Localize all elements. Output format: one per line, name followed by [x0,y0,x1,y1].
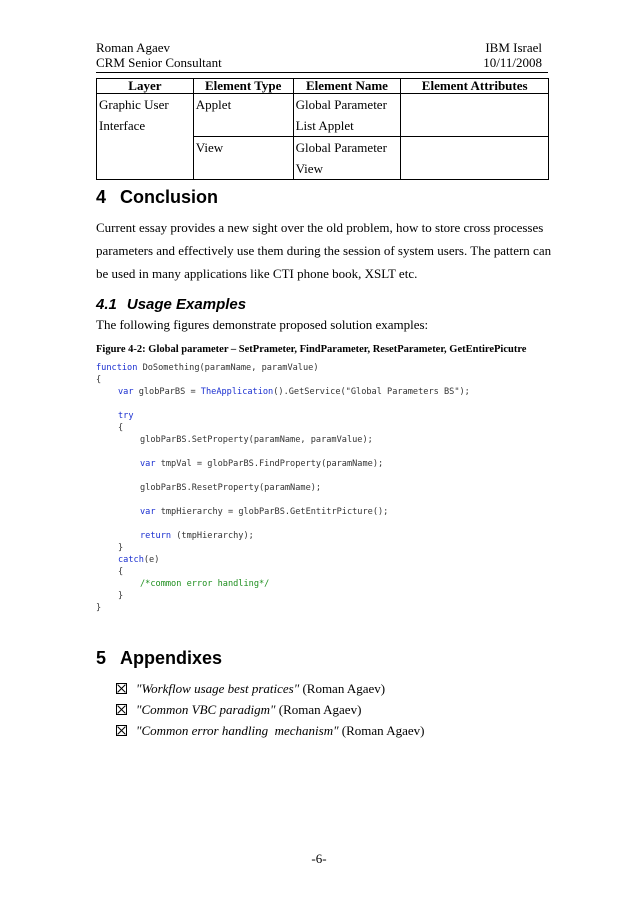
code-line: function DoSomething(paramName, paramValue) [96,363,319,373]
cell-type: Applet [193,94,293,137]
code-line: globParBS.ResetProperty(paramName); [140,483,322,493]
cell-name: Global Parameter List Applet [293,94,401,137]
code-line: { [96,375,102,385]
code-line: return (tmpHierarchy); [140,531,254,541]
code-line: var tmpHierarchy = globParBS.GetEntitrPicture(); [140,507,389,517]
table-row [97,94,549,137]
checkbox-x-icon [116,704,127,715]
code-line: var globParBS = TheApplication().GetService("Global Parameters BS"); [118,387,470,397]
header-rule [96,72,548,73]
conclusion-paragraph: Current essay provides a new sight over the old problem, how to store cross processes parameters and effectively use them during the session of system users. The pattern can be used in many applications like CTI phone book, XSLT etc. [96,220,552,281]
col-element-name: Element Name [293,79,401,94]
section-heading-appendixes: 5 Appendixes [96,648,223,668]
list-item: "Common VBC paradigm" (Roman Agaev) [116,702,361,717]
checkbox-x-icon [116,725,127,736]
section-heading-conclusion: 4 Conclusion [96,187,219,207]
code-line: } [118,591,124,601]
col-layer: Layer [97,79,194,94]
header-company: IBM Israel [485,40,542,55]
checkbox-x-icon [116,683,127,694]
cell-attributes [401,137,549,180]
list-item: "Common error handling mechanism" (Roman Agaev) [116,723,424,738]
header-author: Roman Agaev [96,40,171,55]
header-role: CRM Senior Consultant [96,55,222,70]
code-line: globParBS.SetProperty(paramName, paramValue); [140,435,373,445]
code-line: } [96,603,102,613]
table-header-row [97,79,549,94]
cell-layer: Graphic User Interface [97,94,194,180]
code-line: { [118,423,124,433]
cell-name: Global Parameter View [293,137,401,180]
figure-caption: Figure 4-2: Global parameter – SetPrameter, FindParameter, ResetParameter, GetEntirePicutre [96,344,527,355]
code-line: { [118,567,124,577]
code-line: /*common error handling*/ [140,579,270,589]
element-table [96,78,549,180]
cell-type: View [193,137,293,180]
col-element-type: Element Type [193,79,293,94]
code-line: var tmpVal = globParBS.FindProperty(paramName); [140,459,384,469]
subsection-heading-usage-examples: 4.1 Usage Examples [96,296,247,313]
list-item: "Workflow usage best pratices" (Roman Agaev) [116,681,385,696]
col-element-attributes: Element Attributes [401,79,549,94]
cell-attributes [401,94,549,137]
code-line: catch(e) [118,555,160,565]
header-right [483,40,542,70]
page-number: -6- [311,851,327,866]
header-left [96,40,222,70]
header-date: 10/11/2008 [483,55,542,70]
code-line: } [118,543,124,553]
code-line: try [118,411,134,421]
usage-paragraph: The following figures demonstrate proposed solution examples: [96,317,429,332]
